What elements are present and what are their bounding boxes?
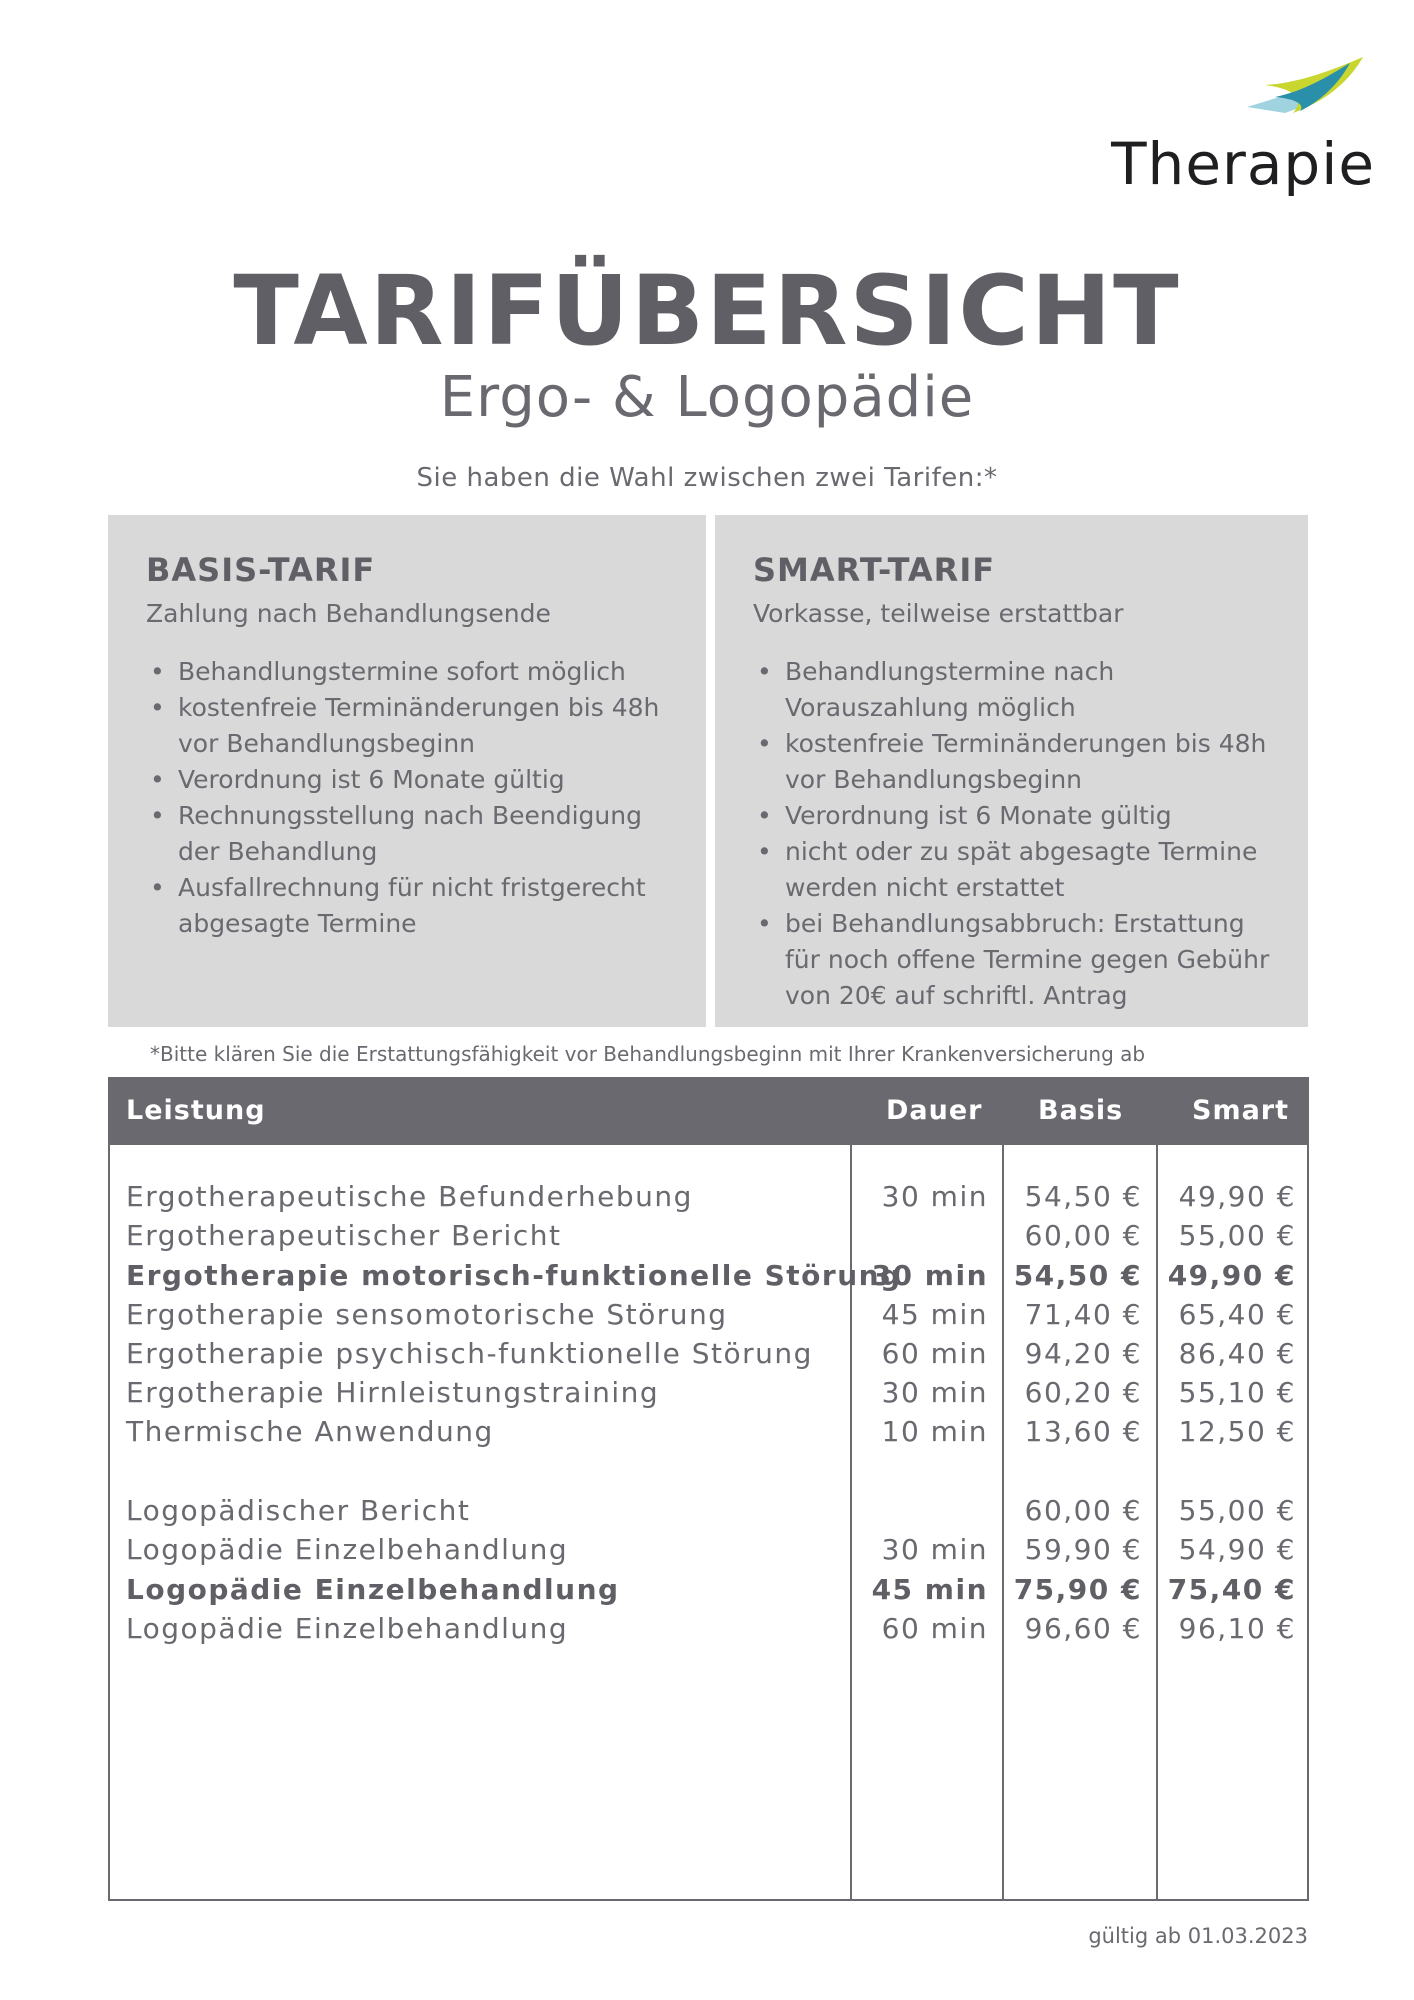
table-row [108, 1573, 1309, 1613]
row-basis: 13,60 € [1024, 1415, 1142, 1448]
row-basis: 60,20 € [1024, 1376, 1142, 1409]
page-subtitle: Ergo- & Logopädie [439, 365, 975, 430]
row-dauer: 60 min [881, 1337, 988, 1370]
basis-tarif-item: • kostenfreie Terminänderungen bis 48h vor Behandlungsbeginn [146, 690, 676, 762]
smart-tarif-item: • Verordnung ist 6 Monate gültig [753, 798, 1278, 834]
row-dauer: 60 min [881, 1612, 988, 1645]
row-basis: 54,50 € [1013, 1259, 1142, 1292]
smart-tarif-item: • kostenfreie Terminänderungen bis 48h vor Behandlungsbeginn [753, 726, 1278, 798]
basis-tarif-item: • Behandlungstermine sofort möglich [146, 654, 676, 690]
row-smart: 12,50 € [1178, 1415, 1296, 1448]
row-leistung: Logopädischer Bericht [126, 1494, 471, 1527]
row-dauer: 10 min [881, 1415, 988, 1448]
header-basis: Basis [1038, 1095, 1124, 1126]
table-row [108, 1415, 1309, 1455]
row-dauer: 30 min [881, 1533, 988, 1566]
row-smart: 54,90 € [1178, 1533, 1296, 1566]
row-smart: 49,90 € [1167, 1259, 1296, 1292]
row-leistung: Ergotherapeutische Befunderhebung [126, 1180, 693, 1213]
smart-tarif-item: • Behandlungstermine nach Vorauszahlung möglich [753, 654, 1278, 726]
brand-logo [1085, 50, 1375, 210]
footnote: *Bitte klären Sie die Erstattungsfähigkeit vor Behandlungsbeginn mit Ihrer Krankenversicherung ab [150, 1042, 1146, 1066]
basis-tarif-box [108, 515, 706, 1027]
row-dauer: 30 min [881, 1376, 988, 1409]
row-basis: 54,50 € [1024, 1180, 1142, 1213]
row-smart: 86,40 € [1178, 1337, 1296, 1370]
row-leistung: Ergotherapie sensomotorische Störung [126, 1298, 728, 1331]
table-row [108, 1533, 1309, 1573]
row-smart: 49,90 € [1178, 1180, 1296, 1213]
table-row [108, 1494, 1309, 1534]
row-leistung: Thermische Anwendung [126, 1415, 494, 1448]
table-row [108, 1376, 1309, 1416]
smart-tarif-tagline: Vorkasse, teilweise erstattbar [753, 599, 1124, 628]
smart-tarif-heading: SMART-TARIF [753, 551, 996, 589]
row-leistung: Logopädie Einzelbehandlung [126, 1533, 569, 1566]
page-title: TARIFÜBERSICHT [233, 255, 1181, 367]
row-leistung: Ergotherapeutischer Bericht [126, 1219, 562, 1252]
row-basis: 60,00 € [1024, 1494, 1142, 1527]
basis-tarif-list [146, 654, 676, 942]
header-dauer: Dauer [886, 1095, 983, 1126]
row-dauer: 45 min [871, 1573, 988, 1606]
row-leistung: Logopädie Einzelbehandlung [126, 1573, 620, 1606]
header-leistung: Leistung [126, 1095, 266, 1126]
row-leistung: Ergotherapie motorisch-funktionelle Störung [126, 1259, 902, 1292]
row-basis: 94,20 € [1024, 1337, 1142, 1370]
row-smart: 55,00 € [1178, 1494, 1296, 1527]
row-basis: 71,40 € [1024, 1298, 1142, 1331]
row-smart: 55,00 € [1178, 1219, 1296, 1252]
row-basis: 59,90 € [1024, 1533, 1142, 1566]
logo-swoosh-icon [1245, 55, 1365, 115]
table-row [108, 1219, 1309, 1259]
table-row [108, 1612, 1309, 1652]
row-smart: 55,10 € [1178, 1376, 1296, 1409]
valid-from: gültig ab 01.03.2023 [1088, 1924, 1308, 1948]
row-smart: 75,40 € [1167, 1573, 1296, 1606]
row-smart: 65,40 € [1178, 1298, 1296, 1331]
smart-tarif-item: • nicht oder zu spät abgesagte Termine werden nicht erstattet [753, 834, 1278, 906]
smart-tarif-box [715, 515, 1308, 1027]
table-row [108, 1337, 1309, 1377]
logo-text: Therapie [1111, 130, 1375, 198]
table-header [108, 1077, 1309, 1145]
row-dauer: 30 min [881, 1180, 988, 1213]
table-row [108, 1180, 1309, 1220]
basis-tarif-heading: BASIS-TARIF [146, 551, 376, 589]
row-leistung: Ergotherapie Hirnleistungstraining [126, 1376, 660, 1409]
smart-tarif-item: • bei Behandlungsabbruch: Erstattung für noch offene Termine gegen Gebühr von 20€ auf schriftl. Antrag [753, 906, 1278, 1014]
tariff-choice-text: Sie haben die Wahl zwischen zwei Tarifen:* [416, 463, 998, 493]
table-row [108, 1259, 1309, 1299]
row-smart: 96,10 € [1178, 1612, 1296, 1645]
row-leistung: Ergotherapie psychisch-funktionelle Störung [126, 1337, 813, 1370]
row-basis: 96,60 € [1024, 1612, 1142, 1645]
basis-tarif-tagline: Zahlung nach Behandlungsende [146, 599, 551, 628]
table-row [108, 1298, 1309, 1338]
basis-tarif-item: • Ausfallrechnung für nicht fristgerecht abgesagte Termine [146, 870, 676, 942]
row-dauer: 30 min [871, 1259, 988, 1292]
row-basis: 75,90 € [1013, 1573, 1142, 1606]
header-smart: Smart [1192, 1095, 1290, 1126]
row-leistung: Logopädie Einzelbehandlung [126, 1612, 569, 1645]
row-basis: 60,00 € [1024, 1219, 1142, 1252]
row-dauer: 45 min [881, 1298, 988, 1331]
basis-tarif-item: • Verordnung ist 6 Monate gültig [146, 762, 676, 798]
basis-tarif-item: • Rechnungsstellung nach Beendigung der Behandlung [146, 798, 676, 870]
smart-tarif-list [753, 654, 1278, 1014]
